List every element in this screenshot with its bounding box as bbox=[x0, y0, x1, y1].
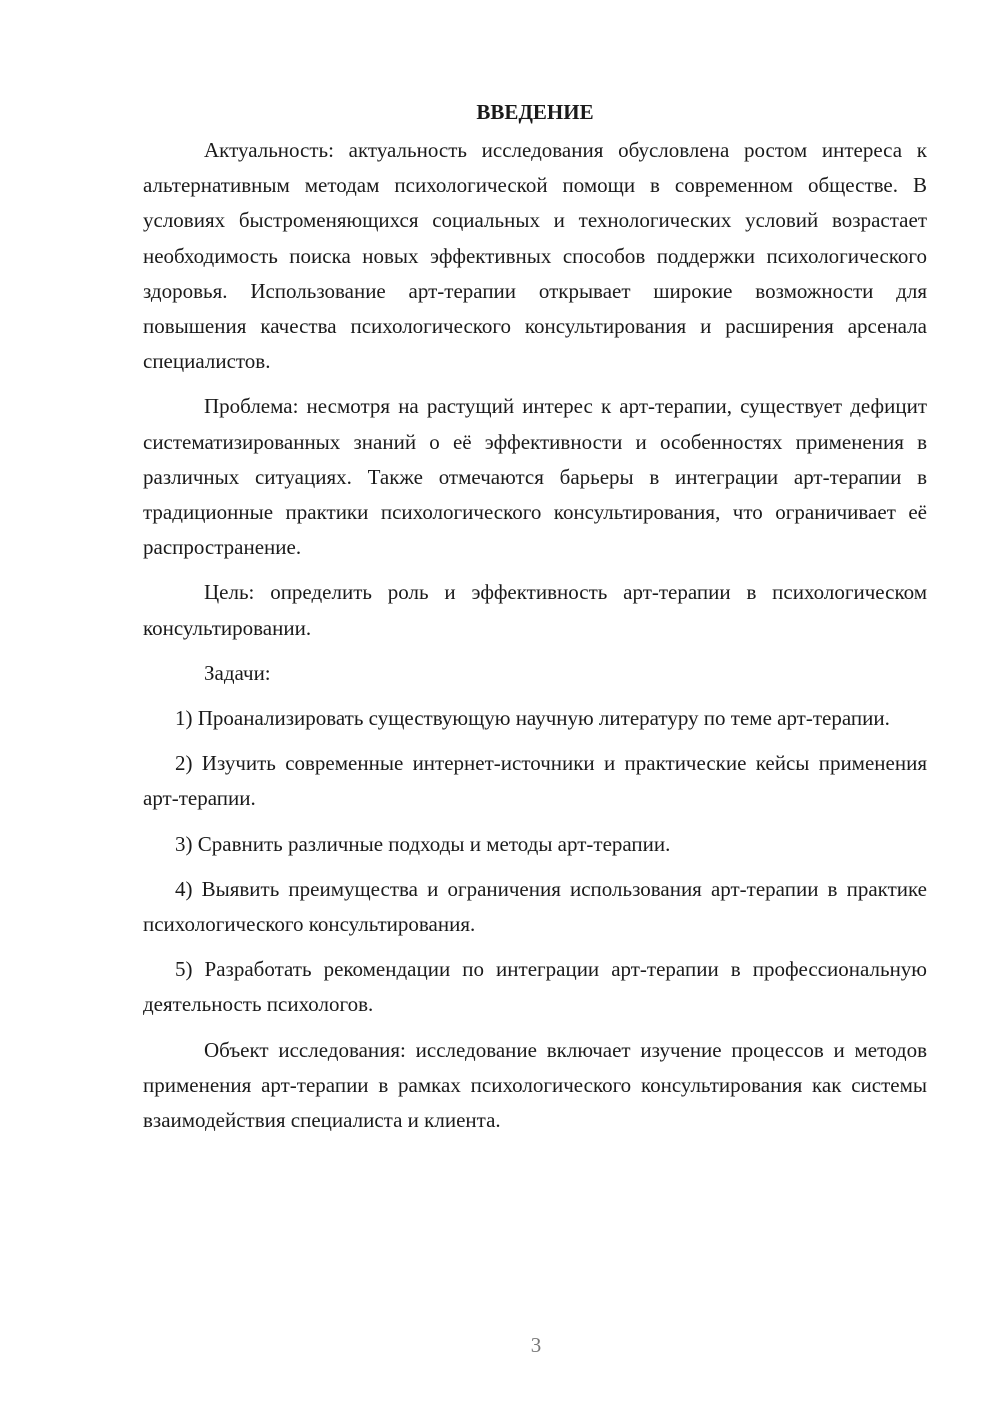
task-item-5: 5) Разработать рекомендации по интеграции арт-терапии в профессиональную деятельность психологов. bbox=[143, 957, 927, 1017]
object-paragraph: Объект исследования: исследование включает изучение процессов и методов применения арт-терапии в рамках психологического консультирования как системы взаимодействия специалиста и клиента. bbox=[143, 1037, 927, 1133]
problem-paragraph: Проблема: несмотря на растущий интерес к арт-терапии, существует дефицит систематизированных знаний о её эффективности и особенностях применения в различных ситуациях. Также отмечаются барьеры в интеграции арт-терапии в традиционные практики психологического консультирования, что ограничивает её распространение. bbox=[143, 394, 927, 560]
page-number: 3 bbox=[530, 1333, 542, 1357]
goal-paragraph: Цель: определить роль и эффективность арт-терапии в психологическом консультировании. bbox=[143, 580, 927, 640]
task-item-3: 3) Сравнить различные подходы и методы арт-терапии. bbox=[175, 831, 671, 856]
page-title: ВВЕДЕНИЕ bbox=[476, 100, 594, 124]
tasks-heading: Задачи: bbox=[204, 660, 271, 685]
task-item-1: 1) Проанализировать существующую научную литературу по теме арт-терапии. bbox=[175, 706, 890, 731]
task-item-2: 2) Изучить современные интернет-источники и практические кейсы применения арт-терапии. bbox=[143, 751, 927, 811]
task-item-4: 4) Выявить преимущества и ограничения использования арт-терапии в практике психологического консультирования. bbox=[143, 876, 927, 937]
page-content bbox=[143, 95, 927, 1148]
relevance-paragraph: Актуальность: актуальность исследования обусловлена ростом интереса к альтернативным методам психологической помощи в современном обществе. В условиях быстроменяющихся социальных и технологических условий возрастает необходимость поиска новых эффективных способов поддержки психологического здоровья. Использование арт-терапии открывает широкие возможности для повышения качества психологического консультирования и расширения арсенала специалистов. bbox=[143, 138, 927, 374]
